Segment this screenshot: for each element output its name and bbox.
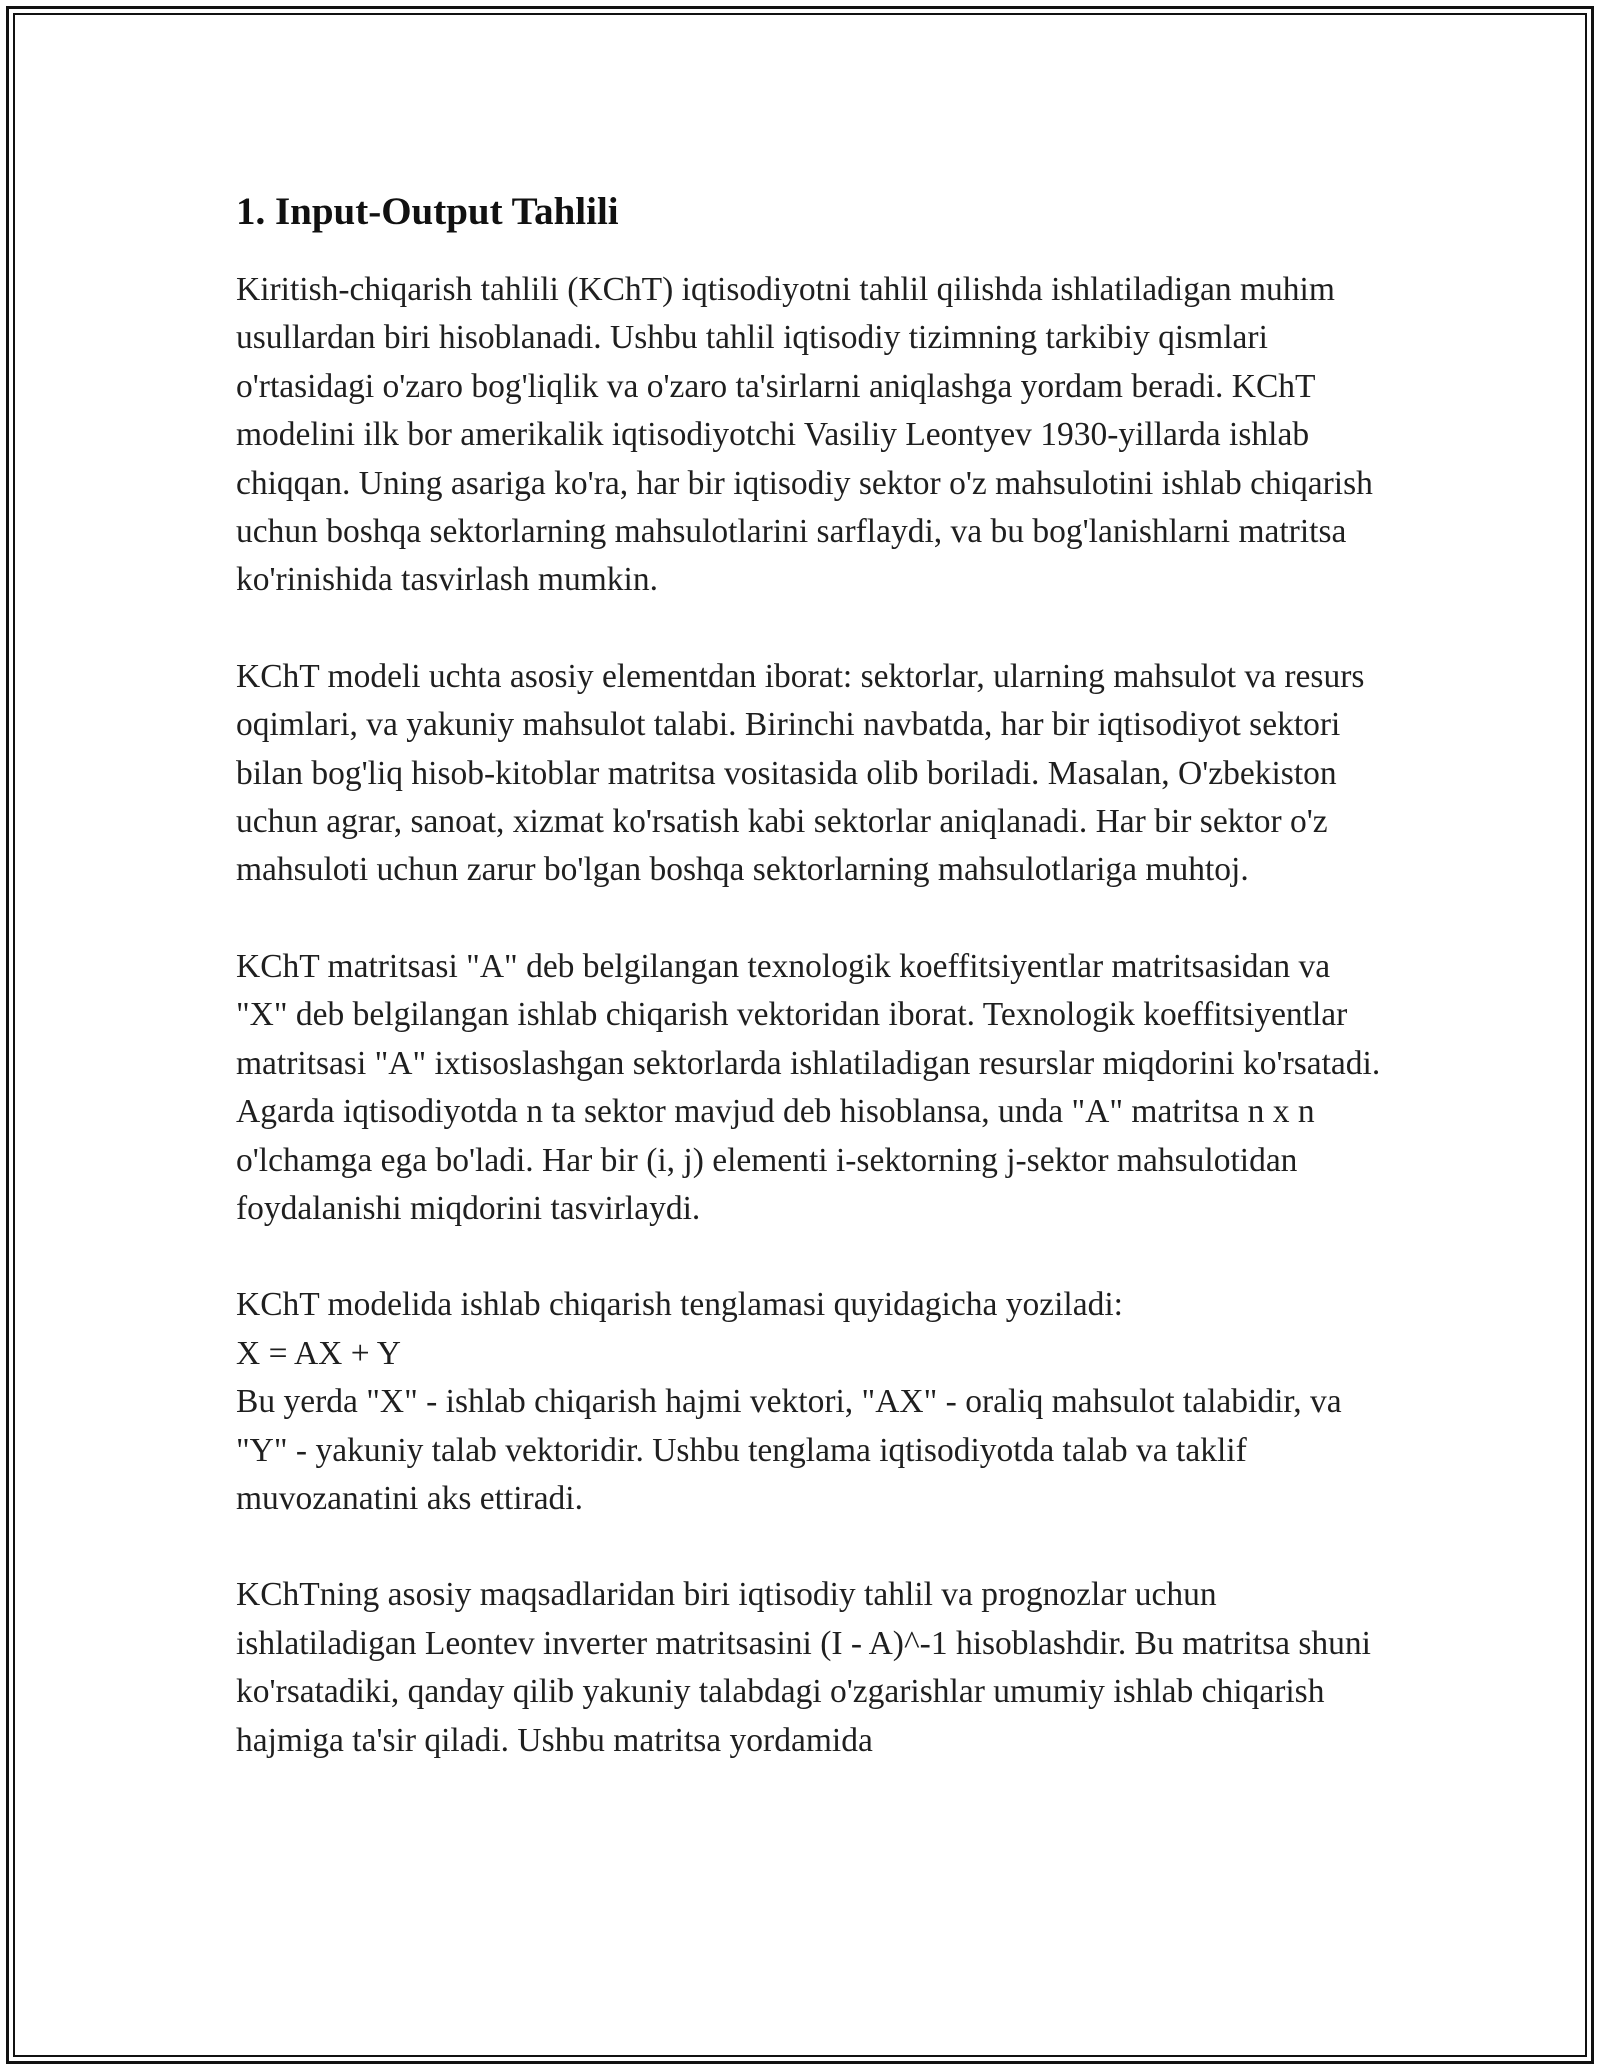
section-title: 1. Input-Output Tahlili bbox=[236, 190, 619, 233]
equation-explanation: Bu yerda "X" - ishlab chiqarish hajmi vektori, "AX" - oraliq mahsulot talabidir, va "Y" - yakuniy talab vektoridir. Ushbu tenglama iqtisodiyotda talab va taklif muvozanatini aks ettiradi. bbox=[236, 1383, 1342, 1517]
equation-formula: X = AX + Y bbox=[236, 1334, 401, 1372]
paragraph-matrix-definition: KChT matritsasi "A" deb belgilangan texnologik koeffitsiyentlar matritsasidan va "X" deb belgilangan ishlab chiqarish vektoridan iborat. Texnologik koeffitsiyentlar matritsasi "A" ixtisoslashgan sektorlarda ishlatiladigan resurslar miqdorini ko'rsatadi. Agarda iqtisodiyotda n ta sektor mavjud deb hisoblansa, unda "A" matritsa n x n o'lchamga ega bo'ladi. Har bir (i, j) elementi i-sektorning j-sektor mahsulotidan foydalanishi miqdorini tasvirlaydi. bbox=[236, 947, 1381, 1227]
paragraph-equation bbox=[236, 1281, 1386, 1523]
equation-intro: KChT modelida ishlab chiqarish tenglamasi quyidagicha yoziladi: bbox=[236, 1286, 1123, 1324]
paragraph-leontief-inverse: KChTning asosiy maqsadlaridan biri iqtisodiy tahlil va prognozlar uchun ishlatiladigan Leontev inverter matritsasini (I - A)^-1 hisoblashdir. Bu matritsa shuni ko'rsatadiki, qanday qilib yakuniy talabdagi o'zgarishlar umumiy ishlab chiqarish hajmiga ta'sir qiladi. Ushbu matritsa yordamida bbox=[236, 1576, 1371, 1759]
document-body bbox=[236, 186, 1386, 1813]
paragraph-intro: Kiritish-chiqarish tahlili (KChT) iqtisodiyotni tahlil qilishda ishlatiladigan muhim usullardan biri hisoblanadi. Ushbu tahlil iqtisodiy tizimning tarkibiy qismlari o'rtasidagi o'zaro bog'liqlik va o'zaro ta'sirlarni aniqlashga yordam beradi. KChT modelini ilk bor amerikalik iqtisodiyotchi Vasiliy Leontyev 1930-yillarda ishlab chiqqan. Uning asariga ko'ra, har bir iqtisodiy sektor o'z mahsulotini ishlab chiqarish uchun boshqa sektorlarning mahsulotlarini sarflaydi, va bu bog'lanishlarni matritsa ko'rinishida tasvirlash mumkin. bbox=[236, 271, 1373, 599]
paragraph-model-elements: KChT modeli uchta asosiy elementdan iborat: sektorlar, ularning mahsulot va resurs oqimlari, va yakuniy mahsulot talabi. Birinchi navbatda, har bir iqtisodiyot sektori bilan bog'liq hisob-kitoblar matritsa vositasida olib boriladi. Masalan, O'zbekiston uchun agrar, sanoat, xizmat ko'rsatish kabi sektorlar aniqlanadi. Har bir sektor o'z mahsuloti uchun zarur bo'lgan boshqa sektorlarning mahsulotlariga muhtoj. bbox=[236, 657, 1365, 889]
